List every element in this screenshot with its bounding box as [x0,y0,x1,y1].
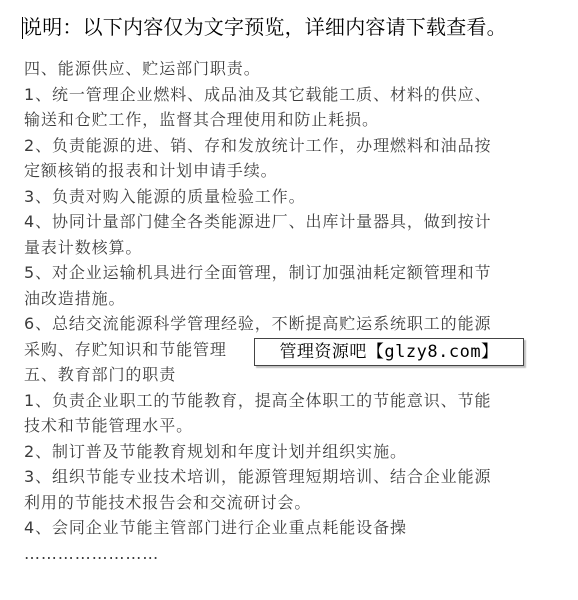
text-line: 1、负责企业职工的节能教育，提高全体职工的节能意识、节能 [24,390,492,410]
text-line: 2、负责能源的进、销、存和发放统计工作，办理燃料和油品按 [24,135,492,155]
text-line: 输送和仓贮工作，监督其合理使用和防止耗损。 [24,110,379,129]
text-line: 采购、存贮知识和节能管理 [24,339,227,359]
ellipsis-dots: …………………… [24,543,160,563]
text-line: 技术和节能管理水平。 [24,416,194,435]
preview-notice: 说明：以下内容仅为文字预览，详细内容请下载查看。 [22,15,507,39]
text-line: 3、负责对购入能源的质量检验工作。 [24,186,306,206]
section-heading-education: 五、教育部门的职责 [24,365,177,384]
text-line: 5、对企业运输机具进行全面管理，制订加强油耗定额管理和节 [24,263,492,282]
text-line: 1、统一管理企业燃料、成品油及其它载能工质、材料的供应、 [24,84,492,104]
text-line: 量表计数核算。 [24,237,143,257]
text-line: 4、协同计量部门健全各类能源进厂、出库计量器具，做到按计 [24,212,492,231]
document-body [24,56,569,566]
text-line: 定额核销的报表和计划申请手续。 [24,161,278,180]
text-line: 3、组织节能专业技术培训，能源管理短期培训、结合企业能源 [24,467,492,486]
text-line: 2、制订普及节能教育规划和年度计划并组织实施。 [24,441,407,461]
text-line: 油改造措施。 [24,288,126,308]
watermark-label: 管理资源吧【glzy8.com】 [254,338,524,366]
text-line: 利用的节能技术报告会和交流研讨会。 [24,492,312,512]
text-line: 6、总结交流能源科学管理经验，不断提高贮运系统职工的能源 [24,314,492,333]
text-line: 4、会同企业节能主管部门进行企业重点耗能设备操 [24,518,407,537]
section-heading-energy-supply: 四、能源供应、贮运部门职责。 [24,59,261,78]
